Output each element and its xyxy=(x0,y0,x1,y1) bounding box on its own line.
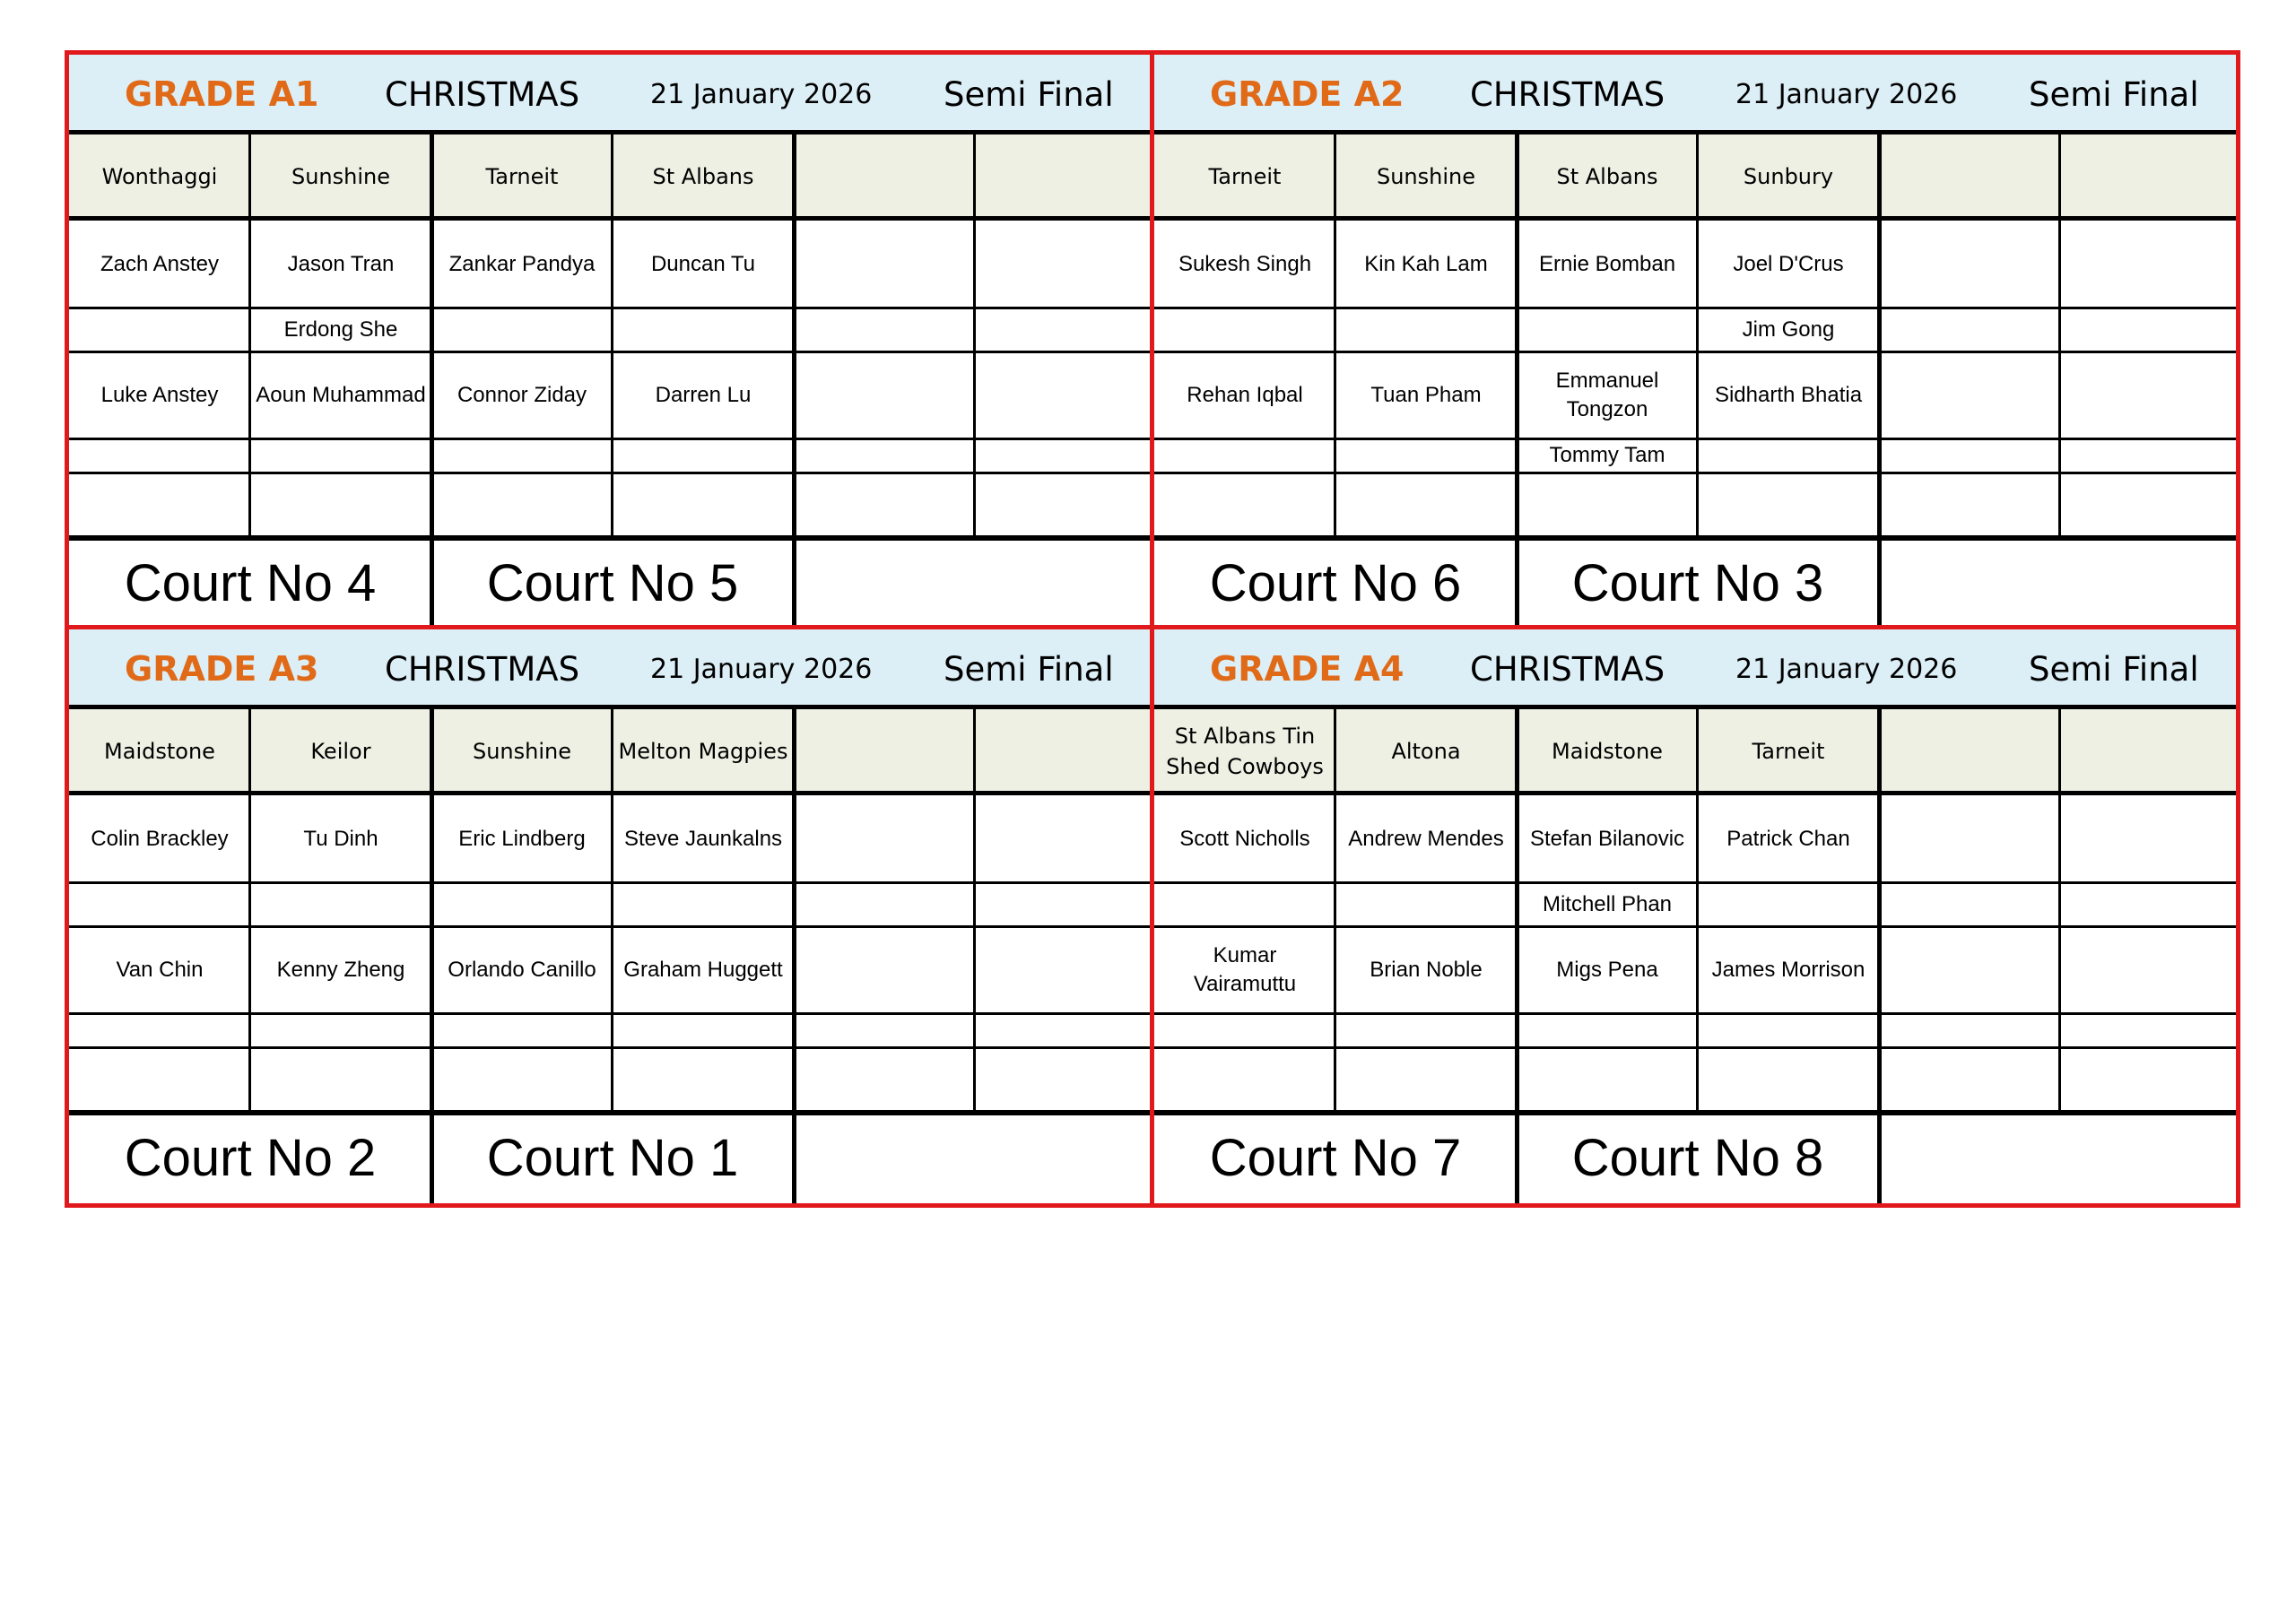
team-name xyxy=(794,709,975,795)
court-number xyxy=(1879,1113,2241,1203)
player-name xyxy=(975,882,1156,926)
player-name: Kenny Zheng xyxy=(276,957,405,982)
event-date: 21 January 2026 xyxy=(650,654,873,685)
column-divider xyxy=(973,709,976,1113)
player-name: Duncan Tu xyxy=(650,251,756,276)
player-name: Brian Noble xyxy=(1370,957,1483,982)
player-name xyxy=(2060,795,2241,882)
player-name xyxy=(250,882,431,926)
panel-header xyxy=(1154,55,2236,134)
player-name xyxy=(1517,1047,1698,1113)
player-name xyxy=(1879,882,2060,926)
player-name: Kumar Vairamuttu xyxy=(1193,943,1297,996)
court-number: Court No 4 xyxy=(124,553,377,612)
event-name: CHRISTMAS xyxy=(1470,75,1665,114)
player-name: Patrick Chan xyxy=(1726,826,1850,851)
player-name xyxy=(1879,308,2060,351)
player-name xyxy=(2060,308,2241,351)
column-divider xyxy=(248,134,251,538)
column-divider xyxy=(1515,134,1519,538)
column-divider xyxy=(611,134,613,538)
player-name xyxy=(794,351,975,438)
grade-panel xyxy=(65,625,1155,1208)
team-name: Melton Magpies xyxy=(618,739,788,765)
column-divider xyxy=(1877,134,1882,538)
team-name xyxy=(2060,134,2241,221)
player-name xyxy=(1154,1013,1335,1047)
player-name xyxy=(1335,308,1517,351)
player-name xyxy=(431,438,613,473)
player-name xyxy=(2060,221,2241,308)
player-name xyxy=(250,1047,431,1113)
player-name xyxy=(250,1013,431,1047)
court-number xyxy=(794,1113,1156,1203)
player-name xyxy=(69,308,250,351)
player-name xyxy=(1335,473,1517,538)
event-date: 21 January 2026 xyxy=(650,79,873,110)
court-divider-vertical xyxy=(430,538,434,629)
column-divider xyxy=(1334,134,1336,538)
player-name: Erdong She xyxy=(283,317,398,342)
court-divider-vertical xyxy=(792,1113,796,1203)
player-name xyxy=(69,1013,250,1047)
column-divider xyxy=(792,709,796,1113)
player-name xyxy=(1335,882,1517,926)
team-name: St Albans xyxy=(1556,164,1658,190)
player-name xyxy=(1335,1047,1517,1113)
court-divider-vertical xyxy=(1515,1113,1519,1203)
player-name xyxy=(1698,882,1879,926)
team-name: St Albans xyxy=(652,164,754,190)
player-name xyxy=(431,882,613,926)
event-date: 21 January 2026 xyxy=(1735,654,1958,685)
row-divider xyxy=(1154,881,2236,884)
player-name xyxy=(1517,308,1698,351)
court-divider-vertical xyxy=(1515,538,1519,629)
row-divider xyxy=(69,307,1151,309)
player-name xyxy=(794,221,975,308)
column-divider xyxy=(792,134,796,538)
player-name xyxy=(613,473,794,538)
player-name xyxy=(613,438,794,473)
row-divider xyxy=(69,881,1151,884)
court-number xyxy=(1879,538,2241,629)
event-name: CHRISTMAS xyxy=(1470,650,1665,689)
player-name xyxy=(794,1013,975,1047)
court-divider-vertical xyxy=(1877,1113,1882,1203)
player-name xyxy=(1879,221,2060,308)
court-number: Court No 1 xyxy=(486,1128,739,1187)
team-name: Wonthaggi xyxy=(101,164,218,190)
team-name: Keilor xyxy=(310,739,371,765)
player-name: Darren Lu xyxy=(655,382,752,407)
team-name: Altona xyxy=(1391,739,1461,765)
player-name: Aoun Muhammad xyxy=(256,382,426,407)
grade-title: GRADE A2 xyxy=(1210,74,1405,114)
row-divider xyxy=(69,1012,1151,1015)
column-divider xyxy=(1334,709,1336,1113)
team-name: Sunbury xyxy=(1743,164,1834,190)
player-name xyxy=(1879,438,2060,473)
player-name: Andrew Mendes xyxy=(1348,826,1504,851)
column-divider xyxy=(1515,709,1519,1113)
player-name: Emmanuel Tongzon xyxy=(1555,369,1659,421)
player-name: Joel D'Crus xyxy=(1733,251,1844,276)
player-name xyxy=(975,1047,1156,1113)
court-number: Court No 8 xyxy=(1571,1128,1824,1187)
player-name xyxy=(1154,882,1335,926)
event-name: CHRISTMAS xyxy=(385,75,580,114)
player-name xyxy=(1698,438,1879,473)
player-name: Luke Anstey xyxy=(100,382,219,407)
row-divider xyxy=(69,438,1151,440)
player-name: Migs Pena xyxy=(1556,957,1658,982)
player-name xyxy=(2060,1047,2241,1113)
column-divider xyxy=(430,134,434,538)
court-number: Court No 3 xyxy=(1571,553,1824,612)
row-divider xyxy=(69,925,1151,928)
panel-header xyxy=(1154,629,2236,709)
team-name xyxy=(1879,134,2060,221)
player-name xyxy=(975,308,1156,351)
team-name xyxy=(975,134,1156,221)
team-name: Sunshine xyxy=(291,164,390,190)
round-name: Semi Final xyxy=(2029,650,2199,689)
player-name xyxy=(613,308,794,351)
column-divider xyxy=(2058,134,2061,538)
player-name: Tu Dinh xyxy=(303,826,378,851)
player-name: Zankar Pandya xyxy=(448,251,596,276)
court-divider-vertical xyxy=(430,1113,434,1203)
column-divider xyxy=(1877,709,1882,1113)
event-date: 21 January 2026 xyxy=(1735,79,1958,110)
round-name: Semi Final xyxy=(944,650,1114,689)
row-divider xyxy=(69,1046,1151,1049)
player-name xyxy=(794,926,975,1013)
player-name: Orlando Canillo xyxy=(448,957,596,982)
player-name xyxy=(975,351,1156,438)
player-name xyxy=(794,308,975,351)
team-name: Tarneit xyxy=(1752,739,1825,765)
team-name: Tarneit xyxy=(485,164,559,190)
player-name xyxy=(1335,438,1517,473)
player-name xyxy=(69,1047,250,1113)
round-name: Semi Final xyxy=(2029,75,2199,114)
player-name xyxy=(2060,926,2241,1013)
grade-panel xyxy=(1150,50,2240,633)
player-name xyxy=(1154,1047,1335,1113)
team-name: Maidstone xyxy=(104,739,215,765)
player-name xyxy=(250,473,431,538)
player-name xyxy=(431,308,613,351)
player-name xyxy=(431,1013,613,1047)
player-name: Sidharth Bhatia xyxy=(1714,382,1863,407)
team-name: Maidstone xyxy=(1552,739,1663,765)
column-divider xyxy=(973,134,976,538)
column-divider xyxy=(248,709,251,1113)
player-name: Ernie Bomban xyxy=(1538,251,1676,276)
round-name: Semi Final xyxy=(944,75,1114,114)
player-name xyxy=(794,473,975,538)
player-name xyxy=(1879,795,2060,882)
player-name xyxy=(1517,1013,1698,1047)
player-name: Graham Huggett xyxy=(623,957,783,982)
player-name xyxy=(1154,473,1335,538)
player-name xyxy=(975,1013,1156,1047)
player-name xyxy=(69,882,250,926)
player-name: Tuan Pham xyxy=(1370,382,1482,407)
player-name xyxy=(794,882,975,926)
court-divider-vertical xyxy=(792,538,796,629)
player-name xyxy=(975,926,1156,1013)
team-name xyxy=(975,709,1156,795)
player-name: Kin Kah Lam xyxy=(1364,251,1488,276)
column-divider xyxy=(2058,709,2061,1113)
player-name xyxy=(431,473,613,538)
row-divider xyxy=(1154,351,2236,353)
player-name xyxy=(2060,351,2241,438)
court-number: Court No 5 xyxy=(486,553,739,612)
panel-header xyxy=(69,55,1151,134)
player-name: Zach Anstey xyxy=(100,251,220,276)
team-name xyxy=(794,134,975,221)
player-name: Scott Nicholls xyxy=(1179,826,1310,851)
column-divider xyxy=(430,709,434,1113)
player-name xyxy=(975,221,1156,308)
row-divider xyxy=(1154,1012,2236,1015)
player-name: Sukesh Singh xyxy=(1178,251,1312,276)
row-divider xyxy=(1154,307,2236,309)
grade-title: GRADE A3 xyxy=(125,649,319,689)
player-name: Van Chin xyxy=(116,957,204,982)
row-divider xyxy=(1154,472,2236,474)
player-name xyxy=(1879,926,2060,1013)
grade-panel xyxy=(65,50,1155,633)
player-name xyxy=(1335,1013,1517,1047)
player-name: Colin Brackley xyxy=(91,826,229,851)
player-name xyxy=(1517,473,1698,538)
row-divider xyxy=(69,351,1151,353)
player-name xyxy=(1879,1013,2060,1047)
player-name xyxy=(2060,438,2241,473)
player-name xyxy=(250,438,431,473)
player-name xyxy=(431,1047,613,1113)
player-name: James Morrison xyxy=(1711,957,1866,982)
player-name: Jason Tran xyxy=(287,251,395,276)
player-name xyxy=(1154,308,1335,351)
player-name xyxy=(975,473,1156,538)
player-name xyxy=(2060,882,2241,926)
player-name: Connor Ziday xyxy=(457,382,587,407)
player-name xyxy=(1698,473,1879,538)
column-divider xyxy=(611,709,613,1113)
row-divider xyxy=(1154,438,2236,440)
team-name: Tarneit xyxy=(1208,164,1282,190)
player-name xyxy=(1879,473,2060,538)
row-divider xyxy=(1154,925,2236,928)
event-name: CHRISTMAS xyxy=(385,650,580,689)
player-name: Mitchell Phan xyxy=(1542,891,1673,916)
player-name xyxy=(2060,1013,2241,1047)
panel-header xyxy=(69,629,1151,709)
player-name xyxy=(1879,1047,2060,1113)
player-name: Jim Gong xyxy=(1742,317,1835,342)
team-name: Sunshine xyxy=(1376,164,1475,190)
team-name: St Albans Tin Shed Cowboys xyxy=(1166,724,1324,779)
player-name xyxy=(613,882,794,926)
player-name xyxy=(2060,473,2241,538)
player-name xyxy=(613,1047,794,1113)
player-name xyxy=(1879,351,2060,438)
court-number xyxy=(794,538,1156,629)
player-name xyxy=(794,1047,975,1113)
court-number: Court No 7 xyxy=(1209,1128,1462,1187)
player-name xyxy=(975,795,1156,882)
team-name xyxy=(2060,709,2241,795)
player-name xyxy=(1698,1047,1879,1113)
grade-title: GRADE A4 xyxy=(1210,649,1405,689)
row-divider xyxy=(1154,1046,2236,1049)
player-name: Eric Lindberg xyxy=(458,826,586,851)
court-number: Court No 6 xyxy=(1209,553,1462,612)
player-name xyxy=(69,473,250,538)
player-name xyxy=(794,795,975,882)
row-divider xyxy=(69,472,1151,474)
team-name: Sunshine xyxy=(472,739,571,765)
player-name: Rehan Iqbal xyxy=(1187,382,1303,407)
column-divider xyxy=(1696,134,1699,538)
player-name xyxy=(613,1013,794,1047)
grade-title: GRADE A1 xyxy=(125,74,319,114)
grade-panel xyxy=(1150,625,2240,1208)
player-name xyxy=(1154,438,1335,473)
player-name: Stefan Bilanovic xyxy=(1529,826,1685,851)
player-name: Steve Jaunkalns xyxy=(623,826,783,851)
column-divider xyxy=(1696,709,1699,1113)
player-name: Tommy Tam xyxy=(1549,443,1665,468)
player-name xyxy=(794,438,975,473)
court-number: Court No 2 xyxy=(124,1128,377,1187)
player-name xyxy=(975,438,1156,473)
team-name xyxy=(1879,709,2060,795)
player-name xyxy=(69,438,250,473)
player-name xyxy=(1698,1013,1879,1047)
court-divider-vertical xyxy=(1877,538,1882,629)
